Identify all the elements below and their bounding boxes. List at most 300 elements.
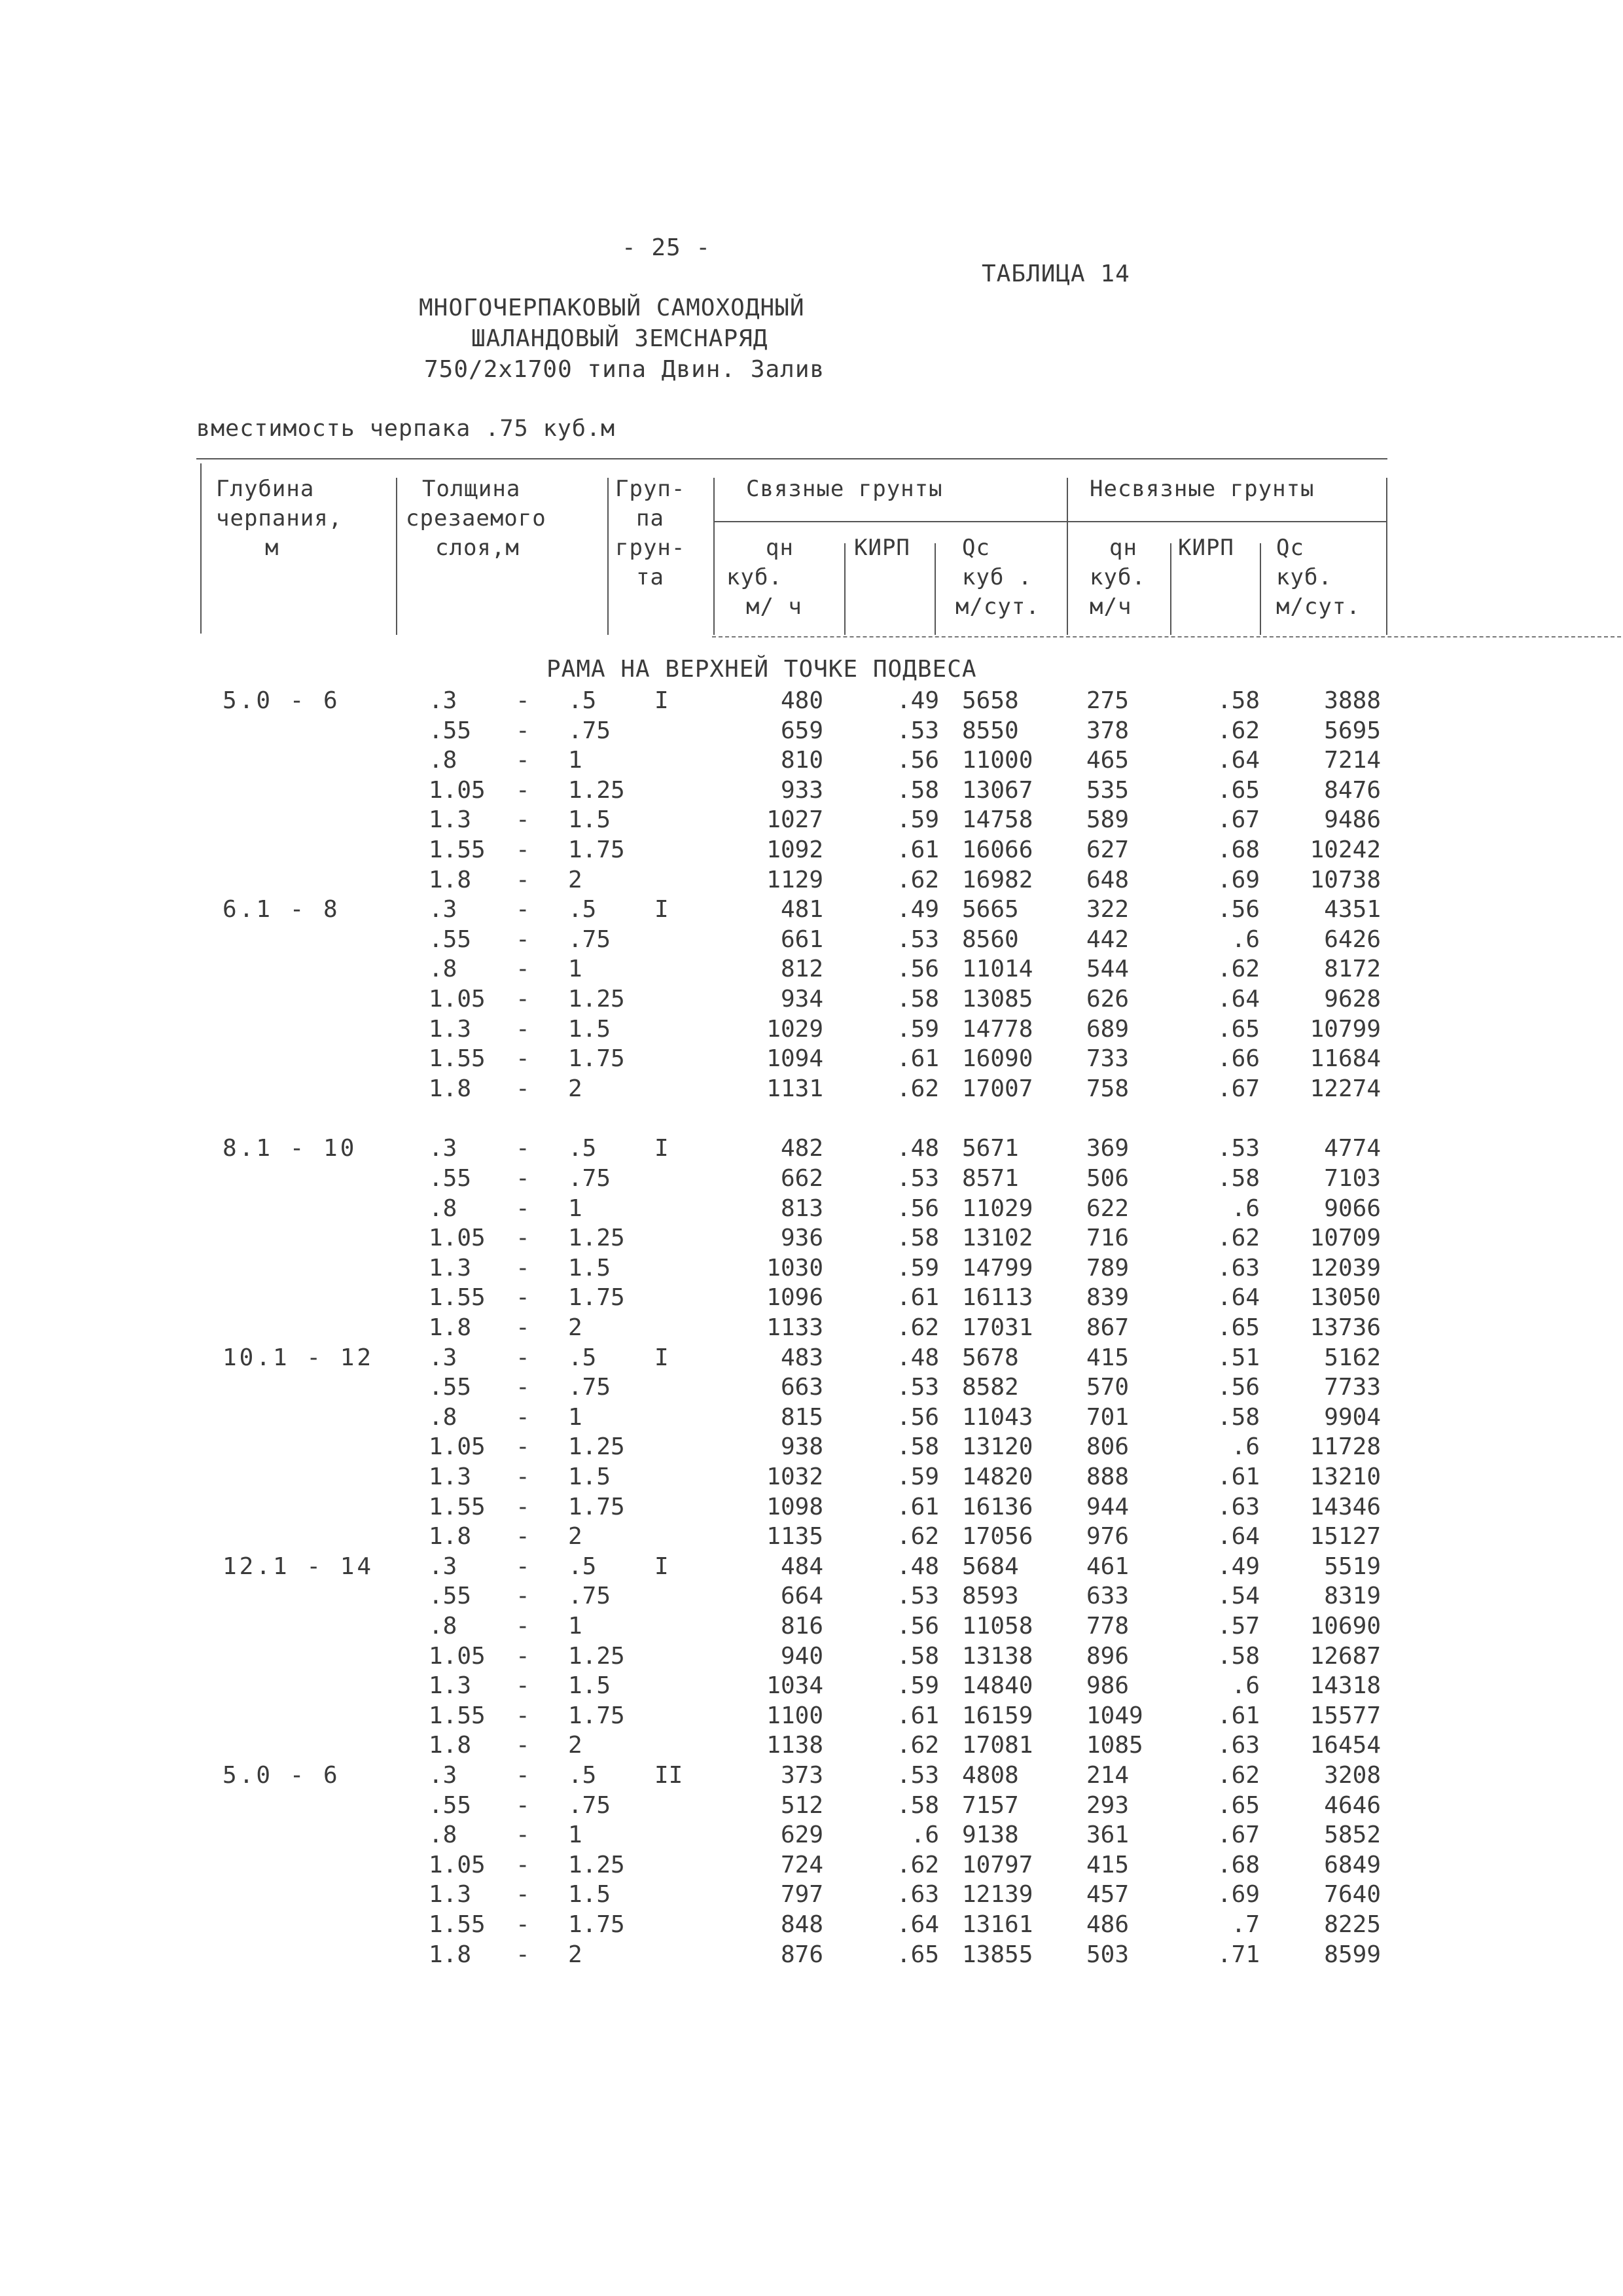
- cell-qh2: 896: [1086, 1643, 1130, 1670]
- range-dash: -: [516, 1643, 530, 1670]
- cell-qc2: 12274: [1310, 1075, 1381, 1102]
- cell-qc1: 13067: [962, 777, 1033, 804]
- cell-lo: .3: [429, 1553, 457, 1580]
- cell-qh2: 758: [1086, 1075, 1130, 1102]
- cell-k1: .58: [896, 1643, 939, 1670]
- cell-hi: 1: [568, 1404, 582, 1431]
- table-row: [0, 1850, 1623, 1880]
- cell-lo: .55: [429, 1374, 472, 1401]
- cell-k2: .51: [1217, 1344, 1260, 1371]
- cell-k1: .48: [896, 1553, 939, 1580]
- cell-hi: 1.5: [568, 1255, 611, 1282]
- header-thickness-3: слоя,м: [435, 535, 520, 561]
- cell-lo: 1.55: [429, 1702, 486, 1729]
- cell-k1: .58: [896, 1225, 939, 1251]
- cell-qh2: 570: [1086, 1374, 1130, 1401]
- cell-qc1: 5684: [962, 1553, 1019, 1580]
- cell-qh1: 1032: [766, 1463, 823, 1490]
- cell-qc1: 5678: [962, 1344, 1019, 1371]
- cell-qh1: 481: [780, 896, 823, 923]
- header-qc-3: м/сут.: [955, 594, 1040, 620]
- cell-hi: 2: [568, 1941, 582, 1968]
- cell-qc1: 16982: [962, 867, 1033, 893]
- cell-qc2: 9904: [1324, 1404, 1381, 1431]
- table-row: [0, 835, 1623, 865]
- cell-k1: .53: [896, 1583, 939, 1609]
- cell-qc2: 6426: [1324, 926, 1381, 953]
- table-row: [0, 1522, 1623, 1552]
- header-divider: [1260, 543, 1261, 635]
- cell-lo: 1.55: [429, 1284, 486, 1311]
- cell-qh2: 535: [1086, 777, 1130, 804]
- title-line-3: 750/2х1700 типа Двин. Залив: [424, 356, 825, 383]
- cell-k1: .64: [896, 1911, 939, 1938]
- cell-k2: .67: [1217, 806, 1260, 833]
- cell-hi: 1.25: [568, 1433, 625, 1460]
- range-dash: -: [516, 717, 530, 744]
- cell-qh1: 512: [780, 1792, 823, 1819]
- range-dash: -: [516, 1016, 530, 1043]
- cell-qh2: 415: [1086, 1344, 1130, 1371]
- cell-qh2: 465: [1086, 747, 1130, 774]
- table-row: [0, 1074, 1623, 1104]
- cell-qh2: 361: [1086, 1821, 1130, 1848]
- table-row: [0, 1432, 1623, 1462]
- cell-qc1: 16066: [962, 836, 1033, 863]
- cell-hi: 1.25: [568, 1643, 625, 1670]
- header-kirp2: КИРП: [1178, 535, 1234, 561]
- cell-k2: .67: [1217, 1075, 1260, 1102]
- cell-hi: 1: [568, 1613, 582, 1640]
- cell-qh2: 293: [1086, 1792, 1130, 1819]
- cell-k2: .62: [1217, 1762, 1260, 1789]
- cell-qc1: 13138: [962, 1643, 1033, 1670]
- table-row: [0, 1134, 1623, 1164]
- table-row: [0, 1372, 1623, 1403]
- cell-hi: 1.75: [568, 1284, 625, 1311]
- table-row: [0, 1044, 1623, 1074]
- table-row: [0, 1940, 1623, 1970]
- cell-hi: .5: [568, 687, 597, 714]
- cell-k1: .49: [896, 896, 939, 923]
- cell-hi: .75: [568, 1165, 611, 1192]
- cell-k2: .56: [1217, 896, 1260, 923]
- cell-hi: 1.75: [568, 1911, 625, 1938]
- cell-k1: .48: [896, 1135, 939, 1162]
- cell-k1: .56: [896, 1195, 939, 1222]
- header-qc2-3: м/сут.: [1276, 594, 1361, 620]
- cell-qh2: 648: [1086, 867, 1130, 893]
- cell-qh2: 633: [1086, 1583, 1130, 1609]
- cell-qc1: 9138: [962, 1821, 1019, 1848]
- cell-hi: .5: [568, 896, 597, 923]
- table-row: [0, 1313, 1623, 1343]
- cell-grp: I: [654, 1344, 669, 1371]
- cell-k1: .53: [896, 1165, 939, 1192]
- table-row: [0, 1791, 1623, 1821]
- cell-qh1: 848: [780, 1911, 823, 1938]
- cell-hi: 1.25: [568, 777, 625, 804]
- cell-grp: I: [654, 896, 669, 923]
- cell-qh2: 486: [1086, 1911, 1130, 1938]
- cell-qh2: 503: [1086, 1941, 1130, 1968]
- cell-k2: .65: [1217, 1314, 1260, 1341]
- cell-k2: .61: [1217, 1702, 1260, 1729]
- cell-hi: .75: [568, 717, 611, 744]
- cell-qh2: 457: [1086, 1881, 1130, 1908]
- title-line-1: МНОГОЧЕРПАКОВЫЙ САМОХОДНЫЙ: [419, 295, 805, 321]
- cell-qc1: 8571: [962, 1165, 1019, 1192]
- cell-k2: .71: [1217, 1941, 1260, 1968]
- header-qh2-3: м/ч: [1090, 594, 1132, 620]
- table-row: [0, 1761, 1623, 1791]
- table-row: [0, 895, 1623, 925]
- cell-k2: .64: [1217, 986, 1260, 1013]
- table-row: [0, 1671, 1623, 1701]
- table-row: [0, 1343, 1623, 1373]
- table-row: [0, 1910, 1623, 1940]
- cell-qh2: 1085: [1086, 1732, 1143, 1759]
- cell-qh2: 322: [1086, 896, 1130, 923]
- range-dash: -: [516, 1792, 530, 1819]
- cell-qh2: 275: [1086, 687, 1130, 714]
- cell-qh2: 1049: [1086, 1702, 1143, 1729]
- cell-qh1: 1027: [766, 806, 823, 833]
- cell-qh2: 369: [1086, 1135, 1130, 1162]
- cell-qh1: 482: [780, 1135, 823, 1162]
- cell-lo: .55: [429, 1583, 472, 1609]
- cell-qc1: 5658: [962, 687, 1019, 714]
- cell-k1: .59: [896, 1672, 939, 1699]
- cell-k2: .65: [1217, 1792, 1260, 1819]
- cell-qc1: 17056: [962, 1523, 1033, 1550]
- cell-qc1: 7157: [962, 1792, 1019, 1819]
- range-dash: -: [516, 1494, 530, 1520]
- cell-lo: 1.05: [429, 1643, 486, 1670]
- header-divider: [844, 543, 846, 635]
- cell-lo: 1.05: [429, 1225, 486, 1251]
- header-qc-1: Qс: [962, 535, 990, 561]
- cell-k1: .56: [896, 1404, 939, 1431]
- table-row: [0, 716, 1623, 746]
- cell-qc1: 8560: [962, 926, 1019, 953]
- cell-lo: 1.8: [429, 1523, 472, 1550]
- cell-qc2: 4351: [1324, 896, 1381, 923]
- cell-lo: 1.05: [429, 1852, 486, 1878]
- cell-qc2: 8599: [1324, 1941, 1381, 1968]
- header-qh2-1: qн: [1109, 535, 1137, 561]
- cell-lo: .8: [429, 1195, 457, 1222]
- cell-qh2: 733: [1086, 1045, 1130, 1072]
- cell-k2: .65: [1217, 1016, 1260, 1043]
- section-title: РАМА НА ВЕРХНЕЙ ТОЧКЕ ПОДВЕСА: [546, 656, 977, 683]
- cell-k2: .68: [1217, 1852, 1260, 1878]
- cell-lo: 1.8: [429, 1941, 472, 1968]
- range-dash: -: [516, 1225, 530, 1251]
- cell-qh1: 373: [780, 1762, 823, 1789]
- cell-k1: .49: [896, 687, 939, 714]
- range-dash: -: [516, 1762, 530, 1789]
- range-dash: -: [516, 836, 530, 863]
- table-row: [0, 1164, 1623, 1194]
- cell-k2: .61: [1217, 1463, 1260, 1490]
- cell-k1: .61: [896, 1702, 939, 1729]
- cell-k1: .61: [896, 1045, 939, 1072]
- cell-qc2: 6849: [1324, 1852, 1381, 1878]
- cell-qc2: 9066: [1324, 1195, 1381, 1222]
- cell-qc2: 4774: [1324, 1135, 1381, 1162]
- cell-qc2: 8172: [1324, 956, 1381, 982]
- cell-qh2: 461: [1086, 1553, 1130, 1580]
- table-label: ТАБЛИЦА 14: [982, 260, 1130, 287]
- cell-qc1: 13120: [962, 1433, 1033, 1460]
- cell-qc2: 9628: [1324, 986, 1381, 1013]
- cell-k1: .59: [896, 1463, 939, 1490]
- cell-qh1: 664: [780, 1583, 823, 1609]
- cell-k1: .56: [896, 956, 939, 982]
- header-divider: [1170, 543, 1171, 635]
- cell-qh2: 867: [1086, 1314, 1130, 1341]
- cell-qc1: 8593: [962, 1583, 1019, 1609]
- range-dash: -: [516, 1732, 530, 1759]
- cell-k1: .63: [896, 1881, 939, 1908]
- cell-k1: .59: [896, 806, 939, 833]
- cell-qh1: 797: [780, 1881, 823, 1908]
- cell-lo: 1.55: [429, 1494, 486, 1520]
- table-row: [0, 1641, 1623, 1672]
- range-dash: -: [516, 1314, 530, 1341]
- cell-qc1: 16113: [962, 1284, 1033, 1311]
- cell-qh2: 976: [1086, 1523, 1130, 1550]
- cell-k2: .58: [1217, 687, 1260, 714]
- cell-qh1: 938: [780, 1433, 823, 1460]
- table-row: [0, 805, 1623, 835]
- cell-lo: .3: [429, 896, 457, 923]
- cell-k1: .62: [896, 1314, 939, 1341]
- cell-k2: .49: [1217, 1553, 1260, 1580]
- cell-depth: 6.1 - 8: [223, 896, 340, 923]
- cell-qc1: 14799: [962, 1255, 1033, 1282]
- range-dash: -: [516, 1135, 530, 1162]
- cell-k2: .57: [1217, 1613, 1260, 1640]
- cell-k2: .69: [1217, 867, 1260, 893]
- range-dash: -: [516, 1463, 530, 1490]
- range-dash: -: [516, 1195, 530, 1222]
- cell-lo: 1.8: [429, 867, 472, 893]
- cell-k2: .68: [1217, 836, 1260, 863]
- header-qh2-2: куб.: [1090, 564, 1146, 590]
- cell-qc1: 11014: [962, 956, 1033, 982]
- cell-qc2: 11684: [1310, 1045, 1381, 1072]
- cell-qh1: 1138: [766, 1732, 823, 1759]
- header-divider: [396, 478, 397, 635]
- header-kirp: КИРП: [854, 535, 910, 561]
- header-depth-1: Глубина: [216, 476, 315, 502]
- cell-qc2: 7103: [1324, 1165, 1381, 1192]
- cell-qh2: 415: [1086, 1852, 1130, 1878]
- range-dash: -: [516, 777, 530, 804]
- cell-qh2: 622: [1086, 1195, 1130, 1222]
- cell-lo: 1.3: [429, 1463, 472, 1490]
- cell-qh1: 1029: [766, 1016, 823, 1043]
- cell-k2: .62: [1217, 717, 1260, 744]
- range-dash: -: [516, 1881, 530, 1908]
- cell-qc2: 11728: [1310, 1433, 1381, 1460]
- cell-qh1: 724: [780, 1852, 823, 1878]
- cell-hi: .75: [568, 1792, 611, 1819]
- cell-qc2: 3888: [1324, 687, 1381, 714]
- cell-k2: .69: [1217, 1881, 1260, 1908]
- cell-lo: .3: [429, 687, 457, 714]
- cell-k2: .58: [1217, 1165, 1260, 1192]
- range-dash: -: [516, 1911, 530, 1938]
- cell-qc1: 13161: [962, 1911, 1033, 1938]
- cell-lo: 1.55: [429, 836, 486, 863]
- cell-qh2: 627: [1086, 836, 1130, 863]
- table-row: [0, 745, 1623, 776]
- cell-qc1: 16090: [962, 1045, 1033, 1072]
- cell-lo: .55: [429, 717, 472, 744]
- header-divider: [1067, 478, 1068, 635]
- cell-k2: .62: [1217, 956, 1260, 982]
- cell-k1: .65: [896, 1941, 939, 1968]
- cell-k1: .56: [896, 747, 939, 774]
- cell-hi: .5: [568, 1344, 597, 1371]
- cell-qc2: 4646: [1324, 1792, 1381, 1819]
- range-dash: -: [516, 867, 530, 893]
- cell-qc2: 8319: [1324, 1583, 1381, 1609]
- range-dash: -: [516, 1255, 530, 1282]
- cell-hi: 1.75: [568, 1494, 625, 1520]
- cell-k1: .59: [896, 1255, 939, 1282]
- capacity-caption: вместимость черпака .75 куб.м: [196, 416, 616, 442]
- cell-qc1: 11000: [962, 747, 1033, 774]
- cell-lo: 1.3: [429, 1672, 472, 1699]
- cell-lo: .3: [429, 1135, 457, 1162]
- cell-qh2: 589: [1086, 806, 1130, 833]
- cell-qh1: 1098: [766, 1494, 823, 1520]
- cell-qh2: 442: [1086, 926, 1130, 953]
- cell-qc1: 13102: [962, 1225, 1033, 1251]
- cell-qc2: 8225: [1324, 1911, 1381, 1938]
- cell-lo: .55: [429, 926, 472, 953]
- header-group-1: Груп-: [615, 476, 686, 502]
- header-cohesive: Связные грунты: [746, 476, 943, 502]
- cell-qc1: 5665: [962, 896, 1019, 923]
- cell-qh2: 378: [1086, 717, 1130, 744]
- cell-depth: 5.0 - 6: [223, 1762, 340, 1789]
- table-row: [0, 1820, 1623, 1850]
- range-dash: -: [516, 1523, 530, 1550]
- cell-depth: 5.0 - 6: [223, 687, 340, 714]
- cell-qh2: 716: [1086, 1225, 1130, 1251]
- cell-qh1: 484: [780, 1553, 823, 1580]
- cell-k1: .58: [896, 986, 939, 1013]
- cell-qc2: 7214: [1324, 747, 1381, 774]
- cell-k2: .64: [1217, 1523, 1260, 1550]
- cell-qh2: 986: [1086, 1672, 1130, 1699]
- cell-lo: .8: [429, 1821, 457, 1848]
- header-qh-2: куб.: [726, 564, 783, 590]
- cell-lo: .8: [429, 1404, 457, 1431]
- header-depth-3: м: [265, 535, 279, 561]
- cell-lo: 1.8: [429, 1314, 472, 1341]
- cell-hi: 1: [568, 1195, 582, 1222]
- range-dash: -: [516, 1702, 530, 1729]
- cell-qh2: 626: [1086, 986, 1130, 1013]
- cell-depth: 10.1 - 12: [223, 1344, 374, 1371]
- cell-qc1: 4808: [962, 1762, 1019, 1789]
- cell-lo: 1.3: [429, 1255, 472, 1282]
- cell-qh1: 813: [780, 1195, 823, 1222]
- header-thickness-2: срезаемого: [406, 505, 546, 531]
- cell-qh1: 936: [780, 1225, 823, 1251]
- cell-qc1: 13855: [962, 1941, 1033, 1968]
- cell-k1: .58: [896, 1792, 939, 1819]
- cell-qh1: 933: [780, 777, 823, 804]
- header-thickness-1: Толщина: [422, 476, 521, 502]
- cell-qh2: 506: [1086, 1165, 1130, 1192]
- cell-hi: 1.75: [568, 1702, 625, 1729]
- cell-qh1: 1096: [766, 1284, 823, 1311]
- cell-qc2: 13210: [1310, 1463, 1381, 1490]
- cell-k1: .58: [896, 1433, 939, 1460]
- cell-k2: .66: [1217, 1045, 1260, 1072]
- cell-qc1: 8582: [962, 1374, 1019, 1401]
- cell-k1: .61: [896, 1494, 939, 1520]
- cell-k2: .54: [1217, 1583, 1260, 1609]
- cell-hi: 1.75: [568, 1045, 625, 1072]
- cell-qh2: 544: [1086, 956, 1130, 982]
- cell-qh2: 839: [1086, 1284, 1130, 1311]
- cell-qh1: 1129: [766, 867, 823, 893]
- cell-k1: .62: [896, 1852, 939, 1878]
- cell-qc2: 8476: [1324, 777, 1381, 804]
- cell-qc1: 10797: [962, 1852, 1033, 1878]
- cell-grp: I: [654, 687, 669, 714]
- cell-lo: .55: [429, 1792, 472, 1819]
- cell-qc1: 14840: [962, 1672, 1033, 1699]
- cell-lo: 1.05: [429, 986, 486, 1013]
- cell-qc2: 16454: [1310, 1732, 1381, 1759]
- cell-k2: .6: [1231, 1195, 1260, 1222]
- cell-qc2: 13050: [1310, 1284, 1381, 1311]
- table-row: [0, 1283, 1623, 1313]
- table-row: [0, 1014, 1623, 1045]
- cell-lo: 1.3: [429, 806, 472, 833]
- cell-qc1: 17081: [962, 1732, 1033, 1759]
- cell-qc2: 5162: [1324, 1344, 1381, 1371]
- cell-qh1: 816: [780, 1613, 823, 1640]
- cell-k1: .53: [896, 926, 939, 953]
- cell-qh1: 934: [780, 986, 823, 1013]
- cell-k1: .48: [896, 1344, 939, 1371]
- cell-k2: .63: [1217, 1494, 1260, 1520]
- cell-k2: .6: [1231, 1672, 1260, 1699]
- cell-lo: .8: [429, 956, 457, 982]
- range-dash: -: [516, 1433, 530, 1460]
- header-qc2-2: куб.: [1276, 564, 1332, 590]
- header-bottom-rule: [712, 636, 1623, 637]
- cell-qc1: 13085: [962, 986, 1033, 1013]
- cell-qc2: 9486: [1324, 806, 1381, 833]
- cell-grp: I: [654, 1553, 669, 1580]
- header-qh-1: qн: [766, 535, 794, 561]
- cell-lo: 1.3: [429, 1016, 472, 1043]
- range-dash: -: [516, 1344, 530, 1371]
- cell-lo: 1.05: [429, 1433, 486, 1460]
- cell-qc2: 12687: [1310, 1643, 1381, 1670]
